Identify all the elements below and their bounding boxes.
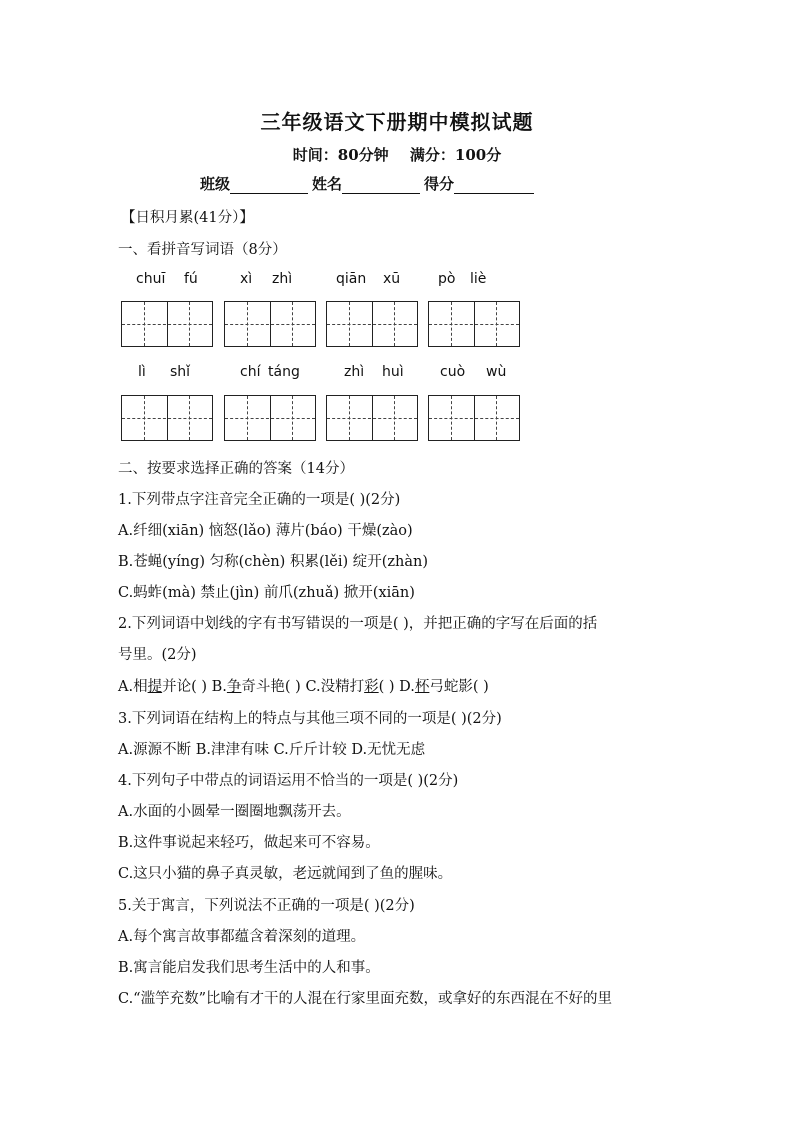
writing-box[interactable] — [428, 395, 520, 441]
pinyin: lì — [138, 364, 146, 380]
pinyin: pò — [438, 271, 456, 287]
q2-title: 二、按要求选择正确的答案（14分） — [118, 461, 354, 477]
class-blank[interactable] — [230, 177, 308, 194]
student-info-line — [200, 173, 538, 194]
writing-box[interactable] — [428, 301, 520, 347]
exam-title: 三年级语文下册期中模拟试题 — [260, 110, 534, 134]
q2-d-post: 弓蛇影( ) — [429, 679, 489, 695]
pinyin: wù — [486, 364, 507, 380]
pinyin: liè — [470, 271, 487, 287]
question-1-stem: 1.下列带点字注音完全正确的一项是( )(2分) — [118, 492, 401, 508]
pinyin: zhì — [344, 364, 365, 380]
exam-full-score: 满分：100分 — [409, 146, 502, 164]
section-heading: 【日积月累(41分）】 — [121, 210, 254, 226]
q2-b-post: 奇斗艳( ) — [241, 679, 301, 695]
pinyin-row-1 — [122, 271, 542, 291]
pinyin: chuī — [136, 271, 166, 287]
writing-box[interactable] — [121, 395, 213, 441]
pinyin: xū — [383, 271, 401, 287]
q2-c-pre: C.没精打 — [300, 679, 365, 695]
question-4-option-a: A.水面的小圆晕一圈圈地飘荡开去。 — [118, 804, 351, 820]
q2-b-pre: B. — [207, 679, 227, 695]
question-2-stem-line1: 2.下列词语中划线的字有书写错误的一项是( )，并把正确的字写在后面的括 — [118, 616, 598, 632]
question-4-option-c: C.这只小猫的鼻子真灵敏，老远就闻到了鱼的腥味。 — [118, 866, 453, 882]
q2-c-post: ( ) — [378, 679, 395, 695]
pinyin: cuò — [440, 364, 466, 380]
q2-c-underlined: 彩 — [364, 679, 379, 695]
name-label: 姓名 — [312, 175, 343, 193]
question-1-option-a: A.纤细(xiān) 恼怒(lǎo) 薄片(báo) 干燥(zào) — [118, 523, 413, 539]
question-5-option-c: C.“滥竽充数”比喻有才干的人混在行家里面充数，或拿好的东西混在不好的里 — [118, 991, 613, 1007]
score-blank[interactable] — [454, 177, 534, 194]
q2-a-underlined: 提 — [147, 679, 163, 695]
pinyin: fú — [184, 271, 198, 287]
question-1-option-c: C.蚂蚱(mà) 禁止(jìn) 前爪(zhuǎ) 掀开(xiān) — [118, 585, 415, 601]
q2-d-pre: D. — [394, 679, 415, 695]
exam-time: 时间：80分钟 — [292, 146, 389, 164]
question-4-stem: 4.下列句子中带点的词语运用不恰当的一项是( )(2分) — [118, 773, 459, 789]
question-1-option-b: B.苍蝇(yíng) 匀称(chèn) 积累(lěi) 绽开(zhàn) — [118, 554, 428, 570]
writing-box[interactable] — [326, 301, 418, 347]
q1-title: 一、看拼音写词语（8分） — [118, 242, 287, 258]
pinyin-row-2 — [122, 364, 542, 384]
writing-box[interactable] — [326, 395, 418, 441]
exam-meta — [0, 144, 794, 165]
name-blank[interactable] — [342, 177, 420, 194]
pinyin: xì — [240, 271, 253, 287]
writing-box[interactable] — [121, 301, 213, 347]
question-2-stem-line2: 号里。(2分) — [118, 647, 197, 663]
pinyin: huì — [382, 364, 404, 380]
question-2-options — [118, 675, 489, 696]
pinyin: shǐ — [170, 364, 191, 380]
question-5-stem: 5.关于寓言，下列说法不正确的一项是( )(2分) — [118, 898, 415, 914]
question-5-option-b: B.寓言能启发我们思考生活中的人和事。 — [118, 960, 380, 976]
q2-a-post: 并论( ) — [162, 679, 208, 695]
question-3-stem: 3.下列词语在结构上的特点与其他三项不同的一项是( )(2分) — [118, 711, 502, 727]
writing-box[interactable] — [224, 301, 316, 347]
q2-b-underlined: 争 — [226, 679, 242, 695]
q2-d-underlined: 杯 — [414, 679, 430, 695]
pinyin: táng — [268, 364, 300, 380]
question-3-options: A.源源不断 B.津津有味 C.斤斤计较 D.无忧无虑 — [118, 742, 426, 758]
question-5-option-a: A.每个寓言故事都蕴含着深刻的道理。 — [118, 929, 366, 945]
question-4-option-b: B.这件事说起来轻巧，做起来可不容易。 — [118, 835, 380, 851]
class-label: 班级 — [200, 175, 231, 193]
q2-a-pre: A.相 — [118, 679, 148, 695]
pinyin: qiān — [336, 271, 367, 287]
writing-box[interactable] — [224, 395, 316, 441]
pinyin: chí — [240, 364, 261, 380]
pinyin: zhì — [272, 271, 293, 287]
score-label: 得分 — [424, 175, 455, 193]
